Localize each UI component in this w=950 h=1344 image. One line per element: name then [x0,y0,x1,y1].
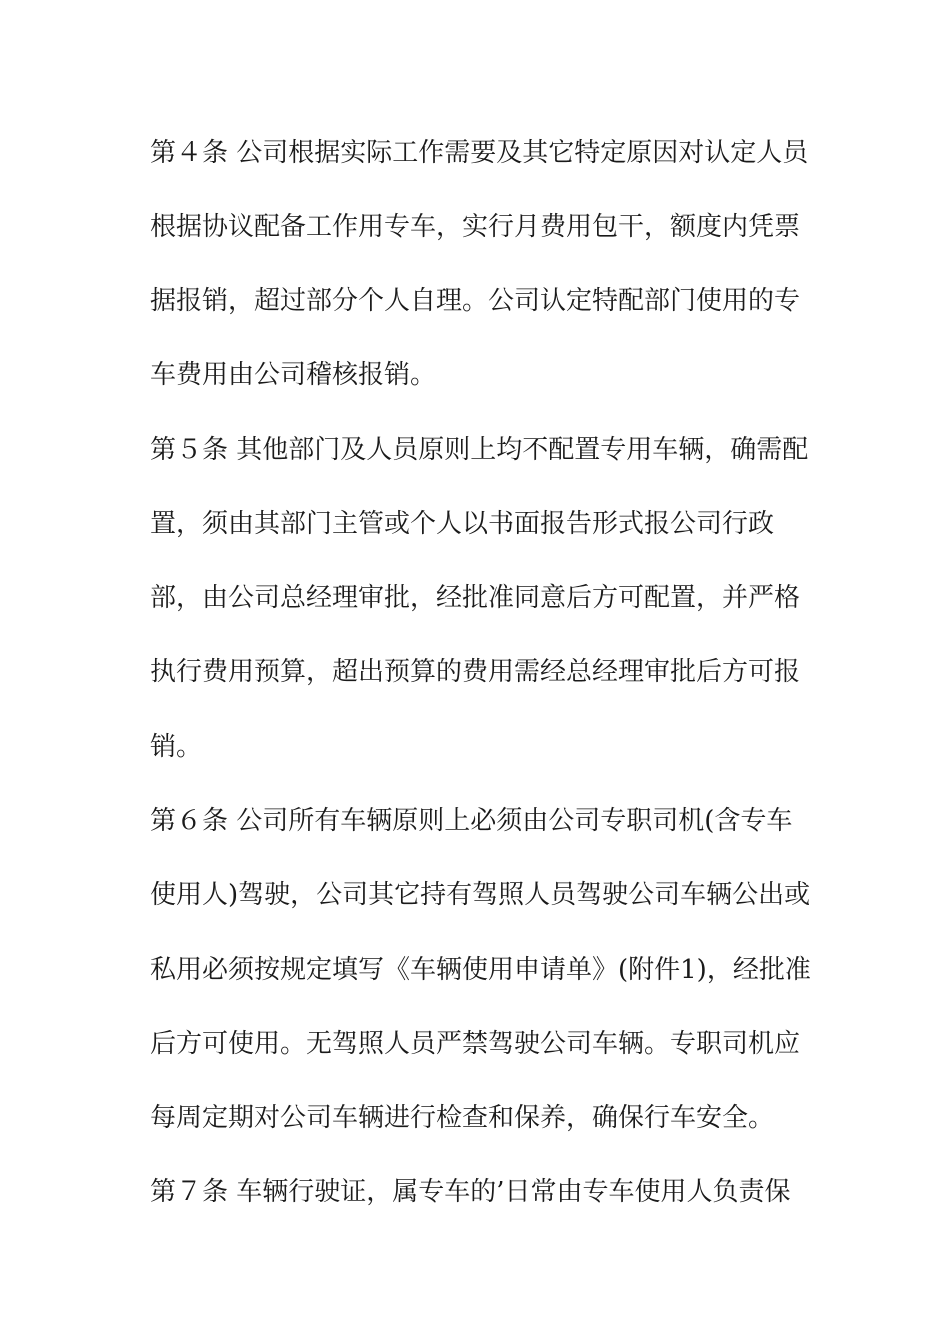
article-6-line-3: 私用必须按规定填写《车辆使用申请单》(附件1)，经批准 [150,955,811,985]
article-6-line-5: 每周定期对公司车辆进行检查和保养，确保行车安全。 [150,1103,775,1133]
article-5-line-2: 置，须由其部门主管或个人以书面报告形式报公司行政 [150,509,775,539]
article-4-line-1: 第４条 公司根据实际工作需要及其它特定原因对认定人员 [150,138,809,168]
article-5-line-4: 执行费用预算，超出预算的费用需经总经理审批后方可报 [150,657,801,687]
article-6-line-1: 第６条 公司所有车辆原则上必须由公司专职司机(含专车 [150,806,793,836]
article-6-line-4: 后方可使用。无驾照人员严禁驾驶公司车辆。专职司机应 [150,1029,801,1059]
article-5-line-1: 第５条 其他部门及人员原则上均不配置专用车辆，确需配 [150,435,809,465]
article-4-line-4: 车费用由公司稽核报销。 [150,360,437,390]
article-5-line-5: 销。 [150,732,203,762]
article-4-line-3: 据报销，超过部分个人自理。公司认定特配部门使用的专 [150,286,801,316]
article-7-line-1: 第７条 车辆行驶证，属专车的’日常由专车使用人负责保 [150,1177,791,1207]
article-6-line-2: 使用人)驾驶，公司其它持有驾照人员驾驶公司车辆公出或 [150,880,811,910]
article-4-line-2: 根据协议配备工作用专车，实行月费用包干，额度内凭票 [150,212,801,242]
article-5-line-3: 部，由公司总经理审批，经批准同意后方可配置，并严格 [150,583,801,613]
